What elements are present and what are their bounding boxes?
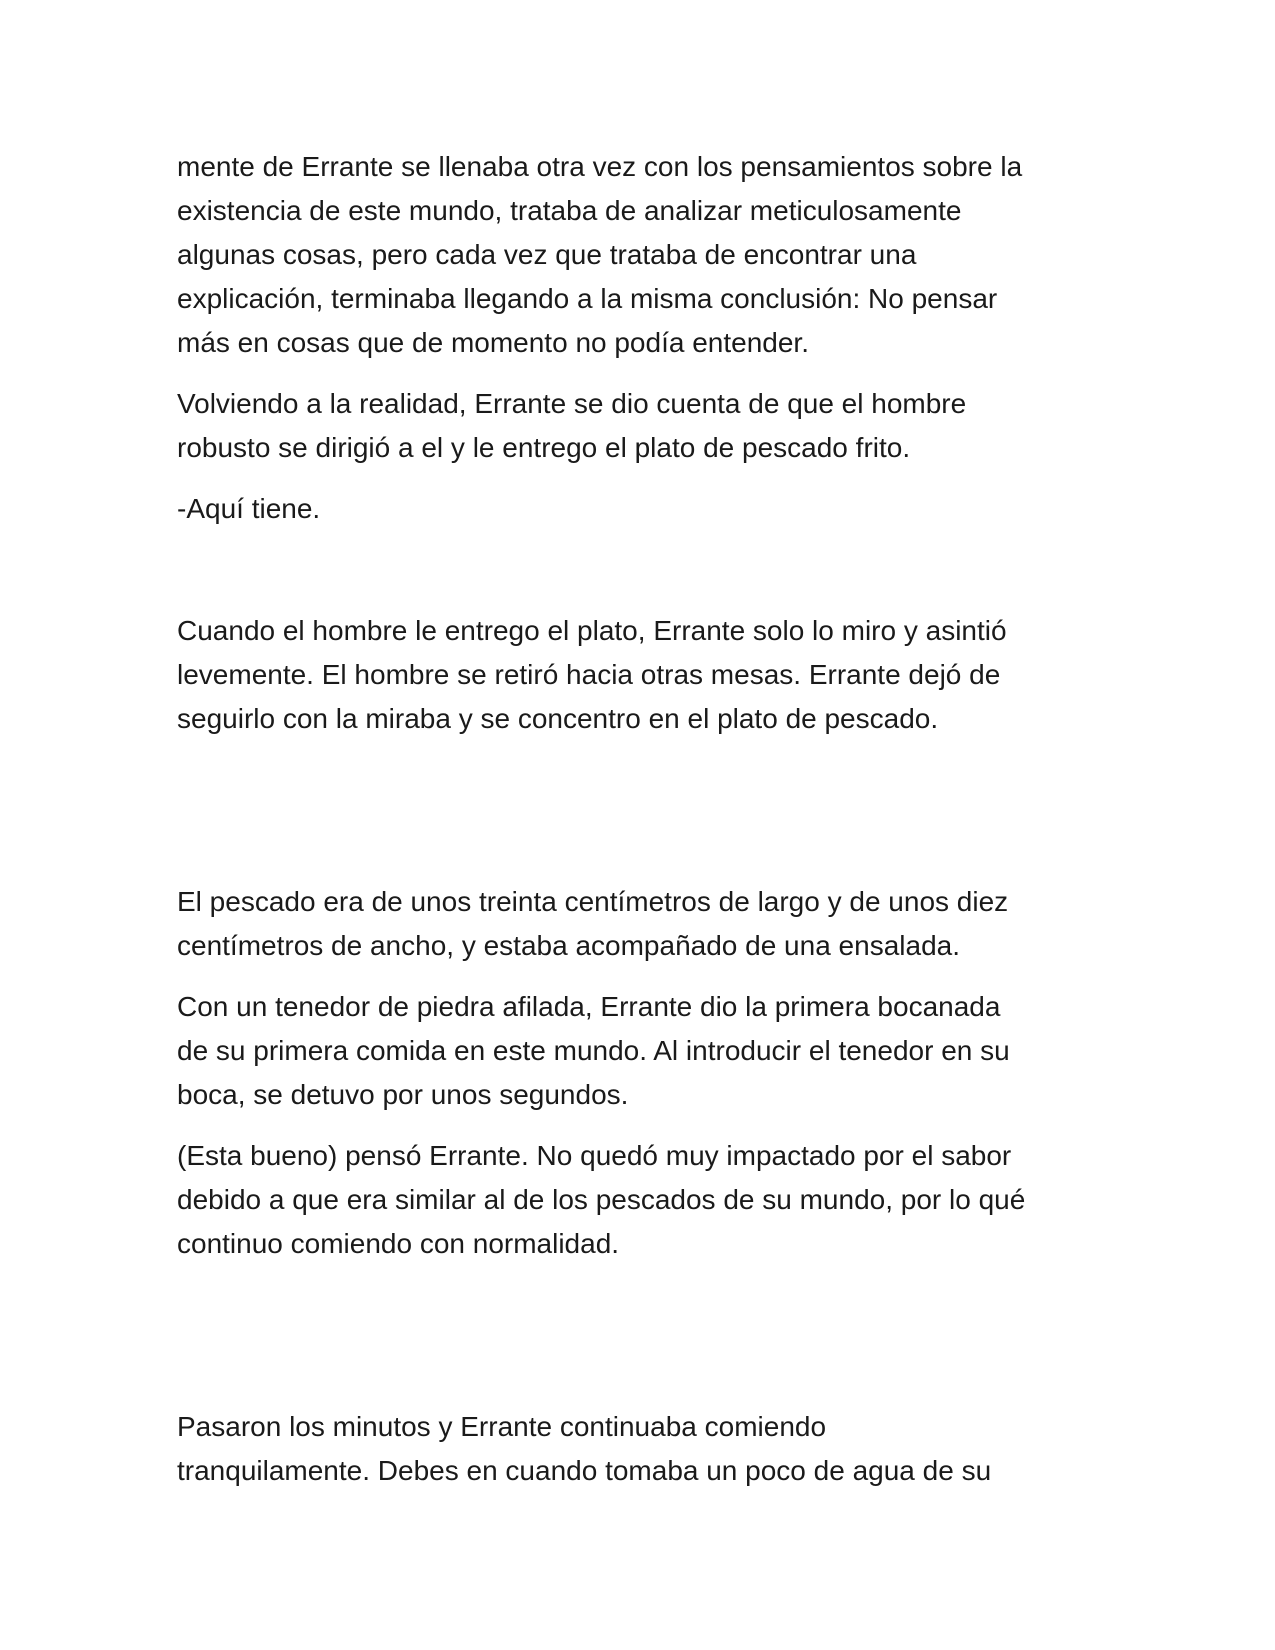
text-line: continuo comiendo con normalidad. bbox=[177, 1228, 620, 1259]
text-line: de su primera comida en este mundo. Al introducir el tenedor en su bbox=[177, 1035, 1010, 1066]
text-line: algunas cosas, pero cada vez que trataba de encontrar una bbox=[177, 239, 917, 270]
blank-paragraph bbox=[177, 1283, 1117, 1327]
blank-paragraph bbox=[177, 819, 1117, 863]
blank-paragraph bbox=[177, 758, 1117, 802]
text-line: levemente. El hombre se retiró hacia otras mesas. Errante dejó de bbox=[177, 659, 1001, 690]
text-line: Pasaron los minutos y Errante continuaba comiendo bbox=[177, 1411, 827, 1442]
paragraph bbox=[177, 382, 1117, 470]
text-line: debido a que era similar al de los pescados de su mundo, por lo qué bbox=[177, 1184, 1026, 1215]
text-line: tranquilamente. Debes en cuando tomaba un poco de agua de su bbox=[177, 1455, 992, 1486]
text-line: existencia de este mundo, trataba de analizar meticulosamente bbox=[177, 195, 962, 226]
document-body bbox=[177, 145, 1117, 1510]
paragraph bbox=[177, 609, 1117, 741]
text-line: (Esta bueno) pensó Errante. No quedó muy impactado por el sabor bbox=[177, 1140, 1012, 1171]
text-line: Con un tenedor de piedra afilada, Errante dio la primera bocanada bbox=[177, 991, 1001, 1022]
text-line: centímetros de ancho, y estaba acompañado de una ensalada. bbox=[177, 930, 960, 961]
text-line: seguirlo con la miraba y se concentro en el plato de pescado. bbox=[177, 703, 939, 734]
paragraph bbox=[177, 145, 1117, 365]
text-line: más en cosas que de momento no podía entender. bbox=[177, 327, 809, 358]
text-line: Cuando el hombre le entrego el plato, Errante solo lo miro y asintió bbox=[177, 615, 1007, 646]
text-line: -Aquí tiene. bbox=[177, 493, 321, 524]
text-line: robusto se dirigió a el y le entrego el plato de pescado frito. bbox=[177, 432, 911, 463]
text-line: boca, se detuvo por unos segundos. bbox=[177, 1079, 629, 1110]
text-line: explicación, terminaba llegando a la misma conclusión: No pensar bbox=[177, 283, 998, 314]
paragraph bbox=[177, 487, 1117, 531]
text-line: mente de Errante se llenaba otra vez con los pensamientos sobre la bbox=[177, 151, 1023, 182]
paragraph bbox=[177, 880, 1117, 968]
blank-paragraph bbox=[177, 548, 1117, 592]
paragraph bbox=[177, 1134, 1117, 1266]
text-line: Volviendo a la realidad, Errante se dio cuenta de que el hombre bbox=[177, 388, 967, 419]
paragraph bbox=[177, 985, 1117, 1117]
text-line: El pescado era de unos treinta centímetros de largo y de unos diez bbox=[177, 886, 1009, 917]
paragraph bbox=[177, 1405, 1117, 1493]
blank-paragraph bbox=[177, 1344, 1117, 1388]
